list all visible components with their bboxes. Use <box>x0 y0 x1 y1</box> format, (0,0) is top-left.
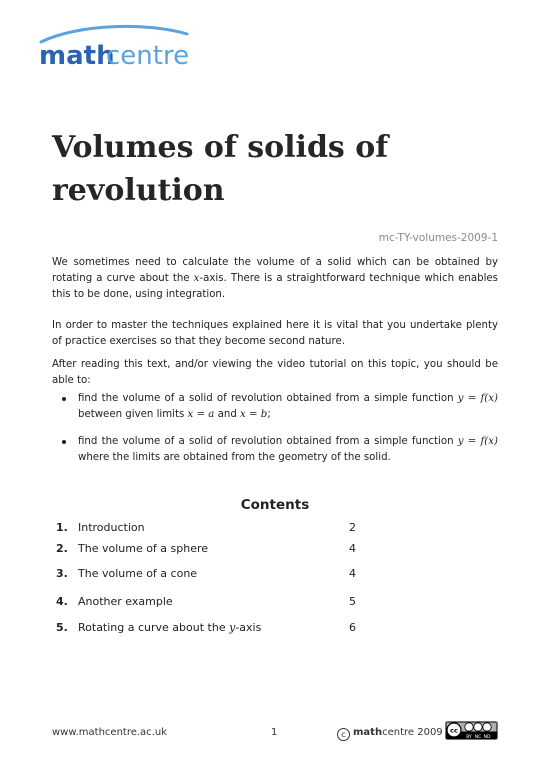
footer-copyright: c mathcentre 2009 <box>337 727 443 741</box>
toc-label: The volume of a cone <box>78 567 198 580</box>
toc-number: 1. <box>56 521 68 534</box>
contents-heading: Contents <box>240 497 310 513</box>
svg-text:NC: NC <box>474 735 482 740</box>
objectives-list <box>60 391 498 466</box>
toc-page: 2 <box>349 521 356 534</box>
bullet-icon <box>62 440 66 444</box>
creative-commons-badge-icon <box>445 721 498 740</box>
toc-label: Introduction <box>78 521 145 534</box>
toc-number: 4. <box>56 595 68 608</box>
mathcentre-logo <box>37 20 207 72</box>
svg-text:ND: ND <box>483 735 491 740</box>
page-footer <box>0 725 550 745</box>
page-number: 1 <box>271 727 278 738</box>
svg-text:cc: cc <box>450 726 458 735</box>
page-title: Volumes of solids of revolution <box>52 130 389 208</box>
footer-url[interactable]: www.mathcentre.ac.uk <box>52 727 167 738</box>
logo-centre: centre <box>106 41 190 71</box>
toc-label: The volume of a sphere <box>78 542 209 555</box>
document-id: mc-TY-volumes-2009-1 <box>378 232 498 244</box>
toc-page: 6 <box>349 621 356 634</box>
intro-paragraph-3: After reading this text, and/or viewing the video tutorial on this topic, you should be able to: <box>52 359 498 386</box>
toc-label: Rotating a curve about the y-axis <box>78 621 262 634</box>
intro-paragraph-1: We sometimes need to calculate the volume of a solid which can be obtained by rotating a curve about the x-axis. There is a straightforward technique which enables this to be done, using integration. <box>52 257 498 300</box>
toc-number: 2. <box>56 542 68 555</box>
toc-number: 3. <box>56 567 68 580</box>
toc-page: 4 <box>349 567 356 580</box>
toc-label: Another example <box>78 595 173 608</box>
logo-swoosh <box>41 26 187 42</box>
toc-page: 4 <box>349 542 356 555</box>
toc-number: 5. <box>56 621 68 634</box>
svg-text:BY: BY <box>466 735 472 740</box>
intro-paragraph-2: In order to master the techniques explained here it is vital that you undertake plenty of practice exercises so that they become second nature. <box>52 320 498 347</box>
copyright-icon: c <box>337 728 350 741</box>
toc-page: 5 <box>349 595 356 608</box>
list-item: find the volume of a solid of revolution obtained from a simple function y = f(x) where the limits are obtained from the geometry of the solid. <box>60 434 498 466</box>
bullet-icon <box>62 397 66 401</box>
logo-math: math <box>39 41 115 71</box>
list-item: find the volume of a solid of revolution obtained from a simple function y = f(x) between given limits x = a and x = b; <box>60 391 498 423</box>
